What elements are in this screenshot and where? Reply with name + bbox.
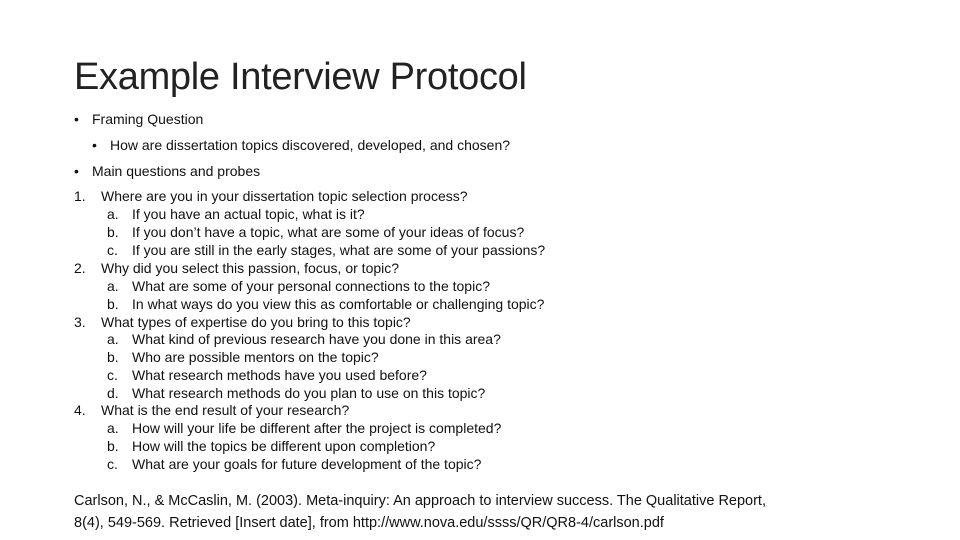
- probe-item: [107, 223, 524, 241]
- citation-line: 8(4), 549-569. Retrieved [Insert date], from http://www.nova.edu/ssss/QR/QR8-4/carlson.pdf: [74, 515, 664, 531]
- question-text: Why did you select this passion, focus, or topic?: [101, 260, 400, 276]
- probe-item: [107, 366, 427, 384]
- probe-text: If you have an actual topic, what is it?: [132, 206, 365, 222]
- question-item: [74, 313, 411, 331]
- probe-item: [107, 330, 501, 348]
- probe-text: What research methods do you plan to use on this topic?: [132, 385, 486, 401]
- probe-letter: d.: [107, 385, 119, 401]
- probe-letter: a.: [107, 278, 119, 294]
- question-number: 2.: [74, 260, 86, 276]
- probe-item: [107, 348, 379, 366]
- probe-letter: a.: [107, 331, 119, 347]
- probe-letter: a.: [107, 420, 119, 436]
- probe-item: [107, 384, 485, 402]
- question-item: [74, 187, 468, 205]
- probe-text: How will the topics be different upon completion?: [132, 438, 436, 454]
- bullet-label: Main questions and probes: [92, 163, 261, 179]
- bullet-main-questions: [74, 162, 260, 180]
- bullet-label: Framing Question: [92, 111, 204, 127]
- probe-item: [107, 277, 490, 295]
- question-number: 1.: [74, 188, 86, 204]
- bullet-dot-icon: •: [74, 111, 79, 127]
- probe-letter: c.: [107, 456, 118, 472]
- probe-letter: b.: [107, 438, 119, 454]
- probe-text: How will your life be different after the project is completed?: [132, 420, 502, 436]
- question-item: [74, 259, 399, 277]
- probe-item: [107, 455, 481, 473]
- question-text: Where are you in your dissertation topic selection process?: [101, 188, 468, 204]
- question-text: What types of expertise do you bring to this topic?: [101, 314, 411, 330]
- bullet-label: How are dissertation topics discovered, developed, and chosen?: [110, 137, 511, 153]
- citation: [74, 490, 874, 534]
- question-number: 4.: [74, 402, 86, 418]
- probe-text: In what ways do you view this as comfortable or challenging topic?: [132, 296, 545, 312]
- probe-text: What are some of your personal connections to the topic?: [132, 278, 490, 294]
- bullet-dot-icon: •: [92, 137, 97, 153]
- probe-letter: b.: [107, 224, 119, 240]
- probe-item: [107, 241, 545, 259]
- probe-text: What kind of previous research have you done in this area?: [132, 331, 501, 347]
- probe-letter: a.: [107, 206, 119, 222]
- probe-letter: b.: [107, 296, 119, 312]
- probe-text: If you are still in the early stages, what are some of your passions?: [132, 242, 546, 258]
- probe-letter: b.: [107, 349, 119, 365]
- probe-text: Who are possible mentors on the topic?: [132, 349, 379, 365]
- probe-letter: c.: [107, 242, 118, 258]
- bullet-framing-subquestion: [92, 136, 510, 154]
- question-text: What is the end result of your research?: [101, 402, 350, 418]
- probe-letter: c.: [107, 367, 118, 383]
- probe-item: [107, 295, 544, 313]
- question-item: [74, 401, 349, 419]
- bullet-framing-question: [74, 110, 203, 128]
- page-title: Example Interview Protocol: [74, 56, 527, 98]
- probe-text: If you don’t have a topic, what are some of your ideas of focus?: [132, 224, 525, 240]
- probe-text: What are your goals for future development of the topic?: [132, 456, 482, 472]
- probe-item: [107, 205, 365, 223]
- probe-item: [107, 437, 435, 455]
- question-number: 3.: [74, 314, 86, 330]
- probe-item: [107, 419, 501, 437]
- bullet-dot-icon: •: [74, 163, 79, 179]
- probe-text: What research methods have you used before?: [132, 367, 427, 383]
- citation-line: Carlson, N., & McCaslin, M. (2003). Meta-inquiry: An approach to interview success. The Qualitative Report,: [74, 493, 766, 509]
